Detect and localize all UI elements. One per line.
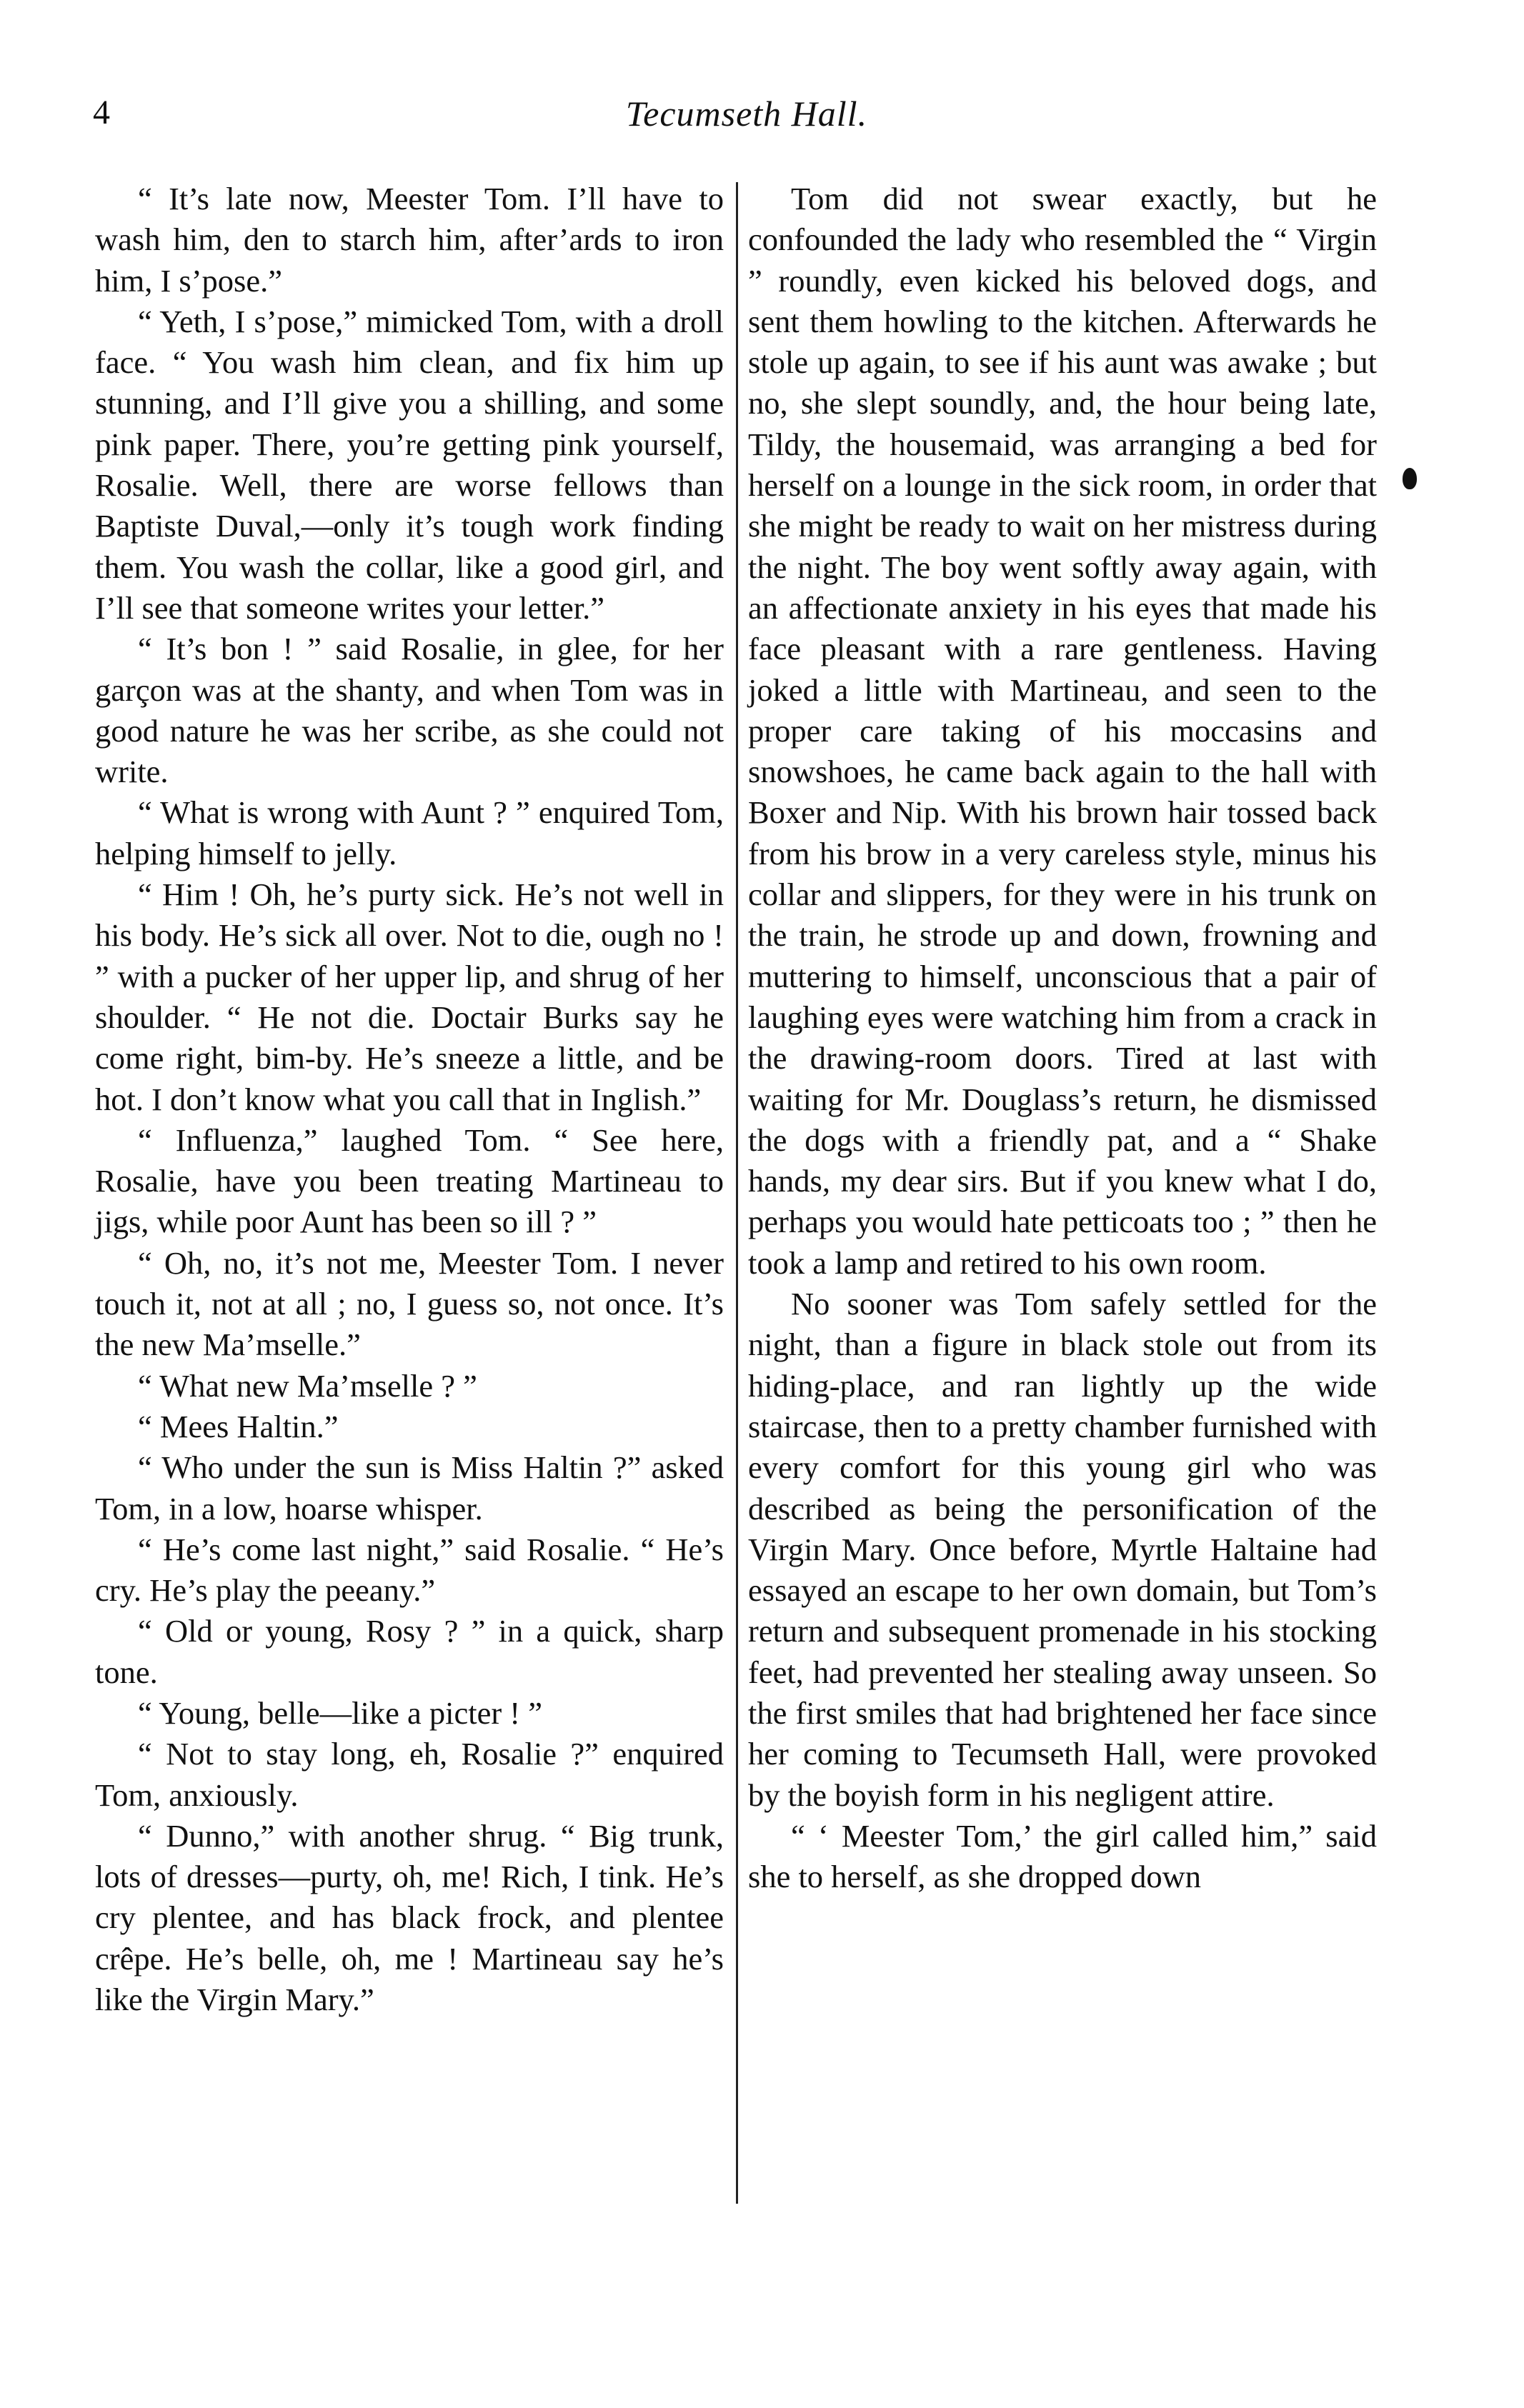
- paragraph: “ Influenza,” laughed Tom. “ See here, Rosalie, have you been treating Martineau to jigs, while poor Aunt has been so ill ? ”: [95, 1121, 724, 1240]
- column-divider: [736, 182, 738, 2204]
- paragraph: “ Him ! Oh, he’s purty sick. He’s not well in his body. He’s sick all over. Not to die, ough no ! ” with a pucker of her upper lip, and shrug of her shoulder. “ He not die. Doctair Burks say he come right, bim-by. He’s sneeze a little, and be hot. I don’t know what you call that in Inglish.”: [95, 876, 724, 1117]
- paragraph: “ Oh, no, it’s not me, Meester Tom. I never touch it, not at all ; no, I guess so, not once. It’s the new Ma’mselle.”: [95, 1244, 724, 1363]
- page-number: 4: [93, 94, 110, 131]
- paragraph: “ What new Ma’mselle ? ”: [138, 1367, 477, 1404]
- paragraph: “ Not to stay long, eh, Rosalie ?” enquired Tom, anxiously.: [95, 1736, 724, 1813]
- paragraph: “ He’s come last night,” said Rosalie. “ He’s cry. He’s play the peeany.”: [95, 1531, 724, 1609]
- paragraph: “ Mees Haltin.”: [138, 1408, 339, 1444]
- right-column: [748, 179, 1377, 1897]
- paragraph: “ Young, belle—like a picter ! ”: [138, 1694, 542, 1731]
- paragraph: No sooner was Tom safely settled for the night, than a figure in black stole out from its hiding-place, and ran lightly up the wide staircase, then to a pretty chamber furnished with every comfort for this young girl who was described as being the personification of the Virgin Mary. Once before, Myrtle Haltaine had essayed an escape to her own domain, but Tom’s return and subsequent promenade in his stocking feet, had prevented her stealing away unseen. So the first smiles that had brightened her face since her coming to Tecumseth Hall, were provoked by the boyish form in his negligent attire.: [748, 1286, 1377, 1813]
- paragraph: “ What is wrong with Aunt ? ” enquired Tom, helping himself to jelly.: [95, 794, 724, 871]
- paragraph: Tom did not swear exactly, but he confounded the lady who resembled the “ Virgin ” roundly, even kicked his beloved dogs, and sent them howling to the kitchen. Afterwards he stole up again, to see if his aunt was awake ; but no, she slept soundly, and, the hour being late, Tildy, the housemaid, was arranging a bed for herself on a lounge in the sick room, in order that she might be ready to wait on her mistress during the night. The boy went softly away again, with an affectionate anxiety in his eyes that made his face pleasant with a rare gentleness. Having joked a little with Martineau, and seen to the proper care taking of his moccasins and snowshoes, he came back again to the hall with Boxer and Nip. With his brown hair tossed back from his brow in a very careless style, minus his collar and slippers, for they were in his trunk on the train, he strode up and down, frowning and muttering to himself, unconscious that a pair of laughing eyes were watching him from a crack in the drawing-room doors. Tired at last with waiting for Mr. Douglass’s return, he dismissed the dogs with a friendly pat, and a “ Shake hands, my dear sirs. But if you knew what I do, perhaps you would hate petticoats too ; ” then he took a lamp and retired to his own room.: [748, 181, 1377, 1281]
- paragraph: “ Dunno,” with another shrug. “ Big trunk, lots of dresses—purty, oh, me! Rich, I tink. He’s cry plentee, and has black frock, and plentee crêpe. He’s belle, oh, me ! Martineau say he’s like the Virgin Mary.”: [95, 1817, 724, 2018]
- paragraph: “ It’s late now, Meester Tom. I’ll have to wash him, den to starch him, after’ards to iron him, I s’pose.”: [95, 181, 724, 299]
- paragraph: “ It’s bon ! ” said Rosalie, in glee, for her garçon was at the shanty, and when Tom was in good nature he was her scribe, as she could not write.: [95, 631, 724, 790]
- paragraph: “ Old or young, Rosy ? ” in a quick, sharp tone.: [95, 1613, 724, 1690]
- left-column: [95, 179, 724, 2020]
- ink-blot-mark: [1403, 468, 1417, 489]
- paragraph: “ ‘ Meester Tom,’ the girl called him,” said she to herself, as she dropped down: [748, 1817, 1377, 1895]
- paragraph: “ Yeth, I s’pose,” mimicked Tom, with a droll face. “ You wash him clean, and fix him up stunning, and I’ll give you a shilling, and some pink paper. There, you’re getting pink yourself, Rosalie. Well, there are worse fellows than Baptiste Duval,—only it’s tough work finding them. You wash the collar, like a good girl, and I’ll see that someone writes your letter.”: [95, 303, 724, 626]
- running-title: Tecumseth Hall.: [625, 94, 868, 134]
- page-header: [93, 93, 1400, 150]
- paragraph: “ Who under the sun is Miss Haltin ?” asked Tom, in a low, hoarse whisper.: [95, 1449, 724, 1527]
